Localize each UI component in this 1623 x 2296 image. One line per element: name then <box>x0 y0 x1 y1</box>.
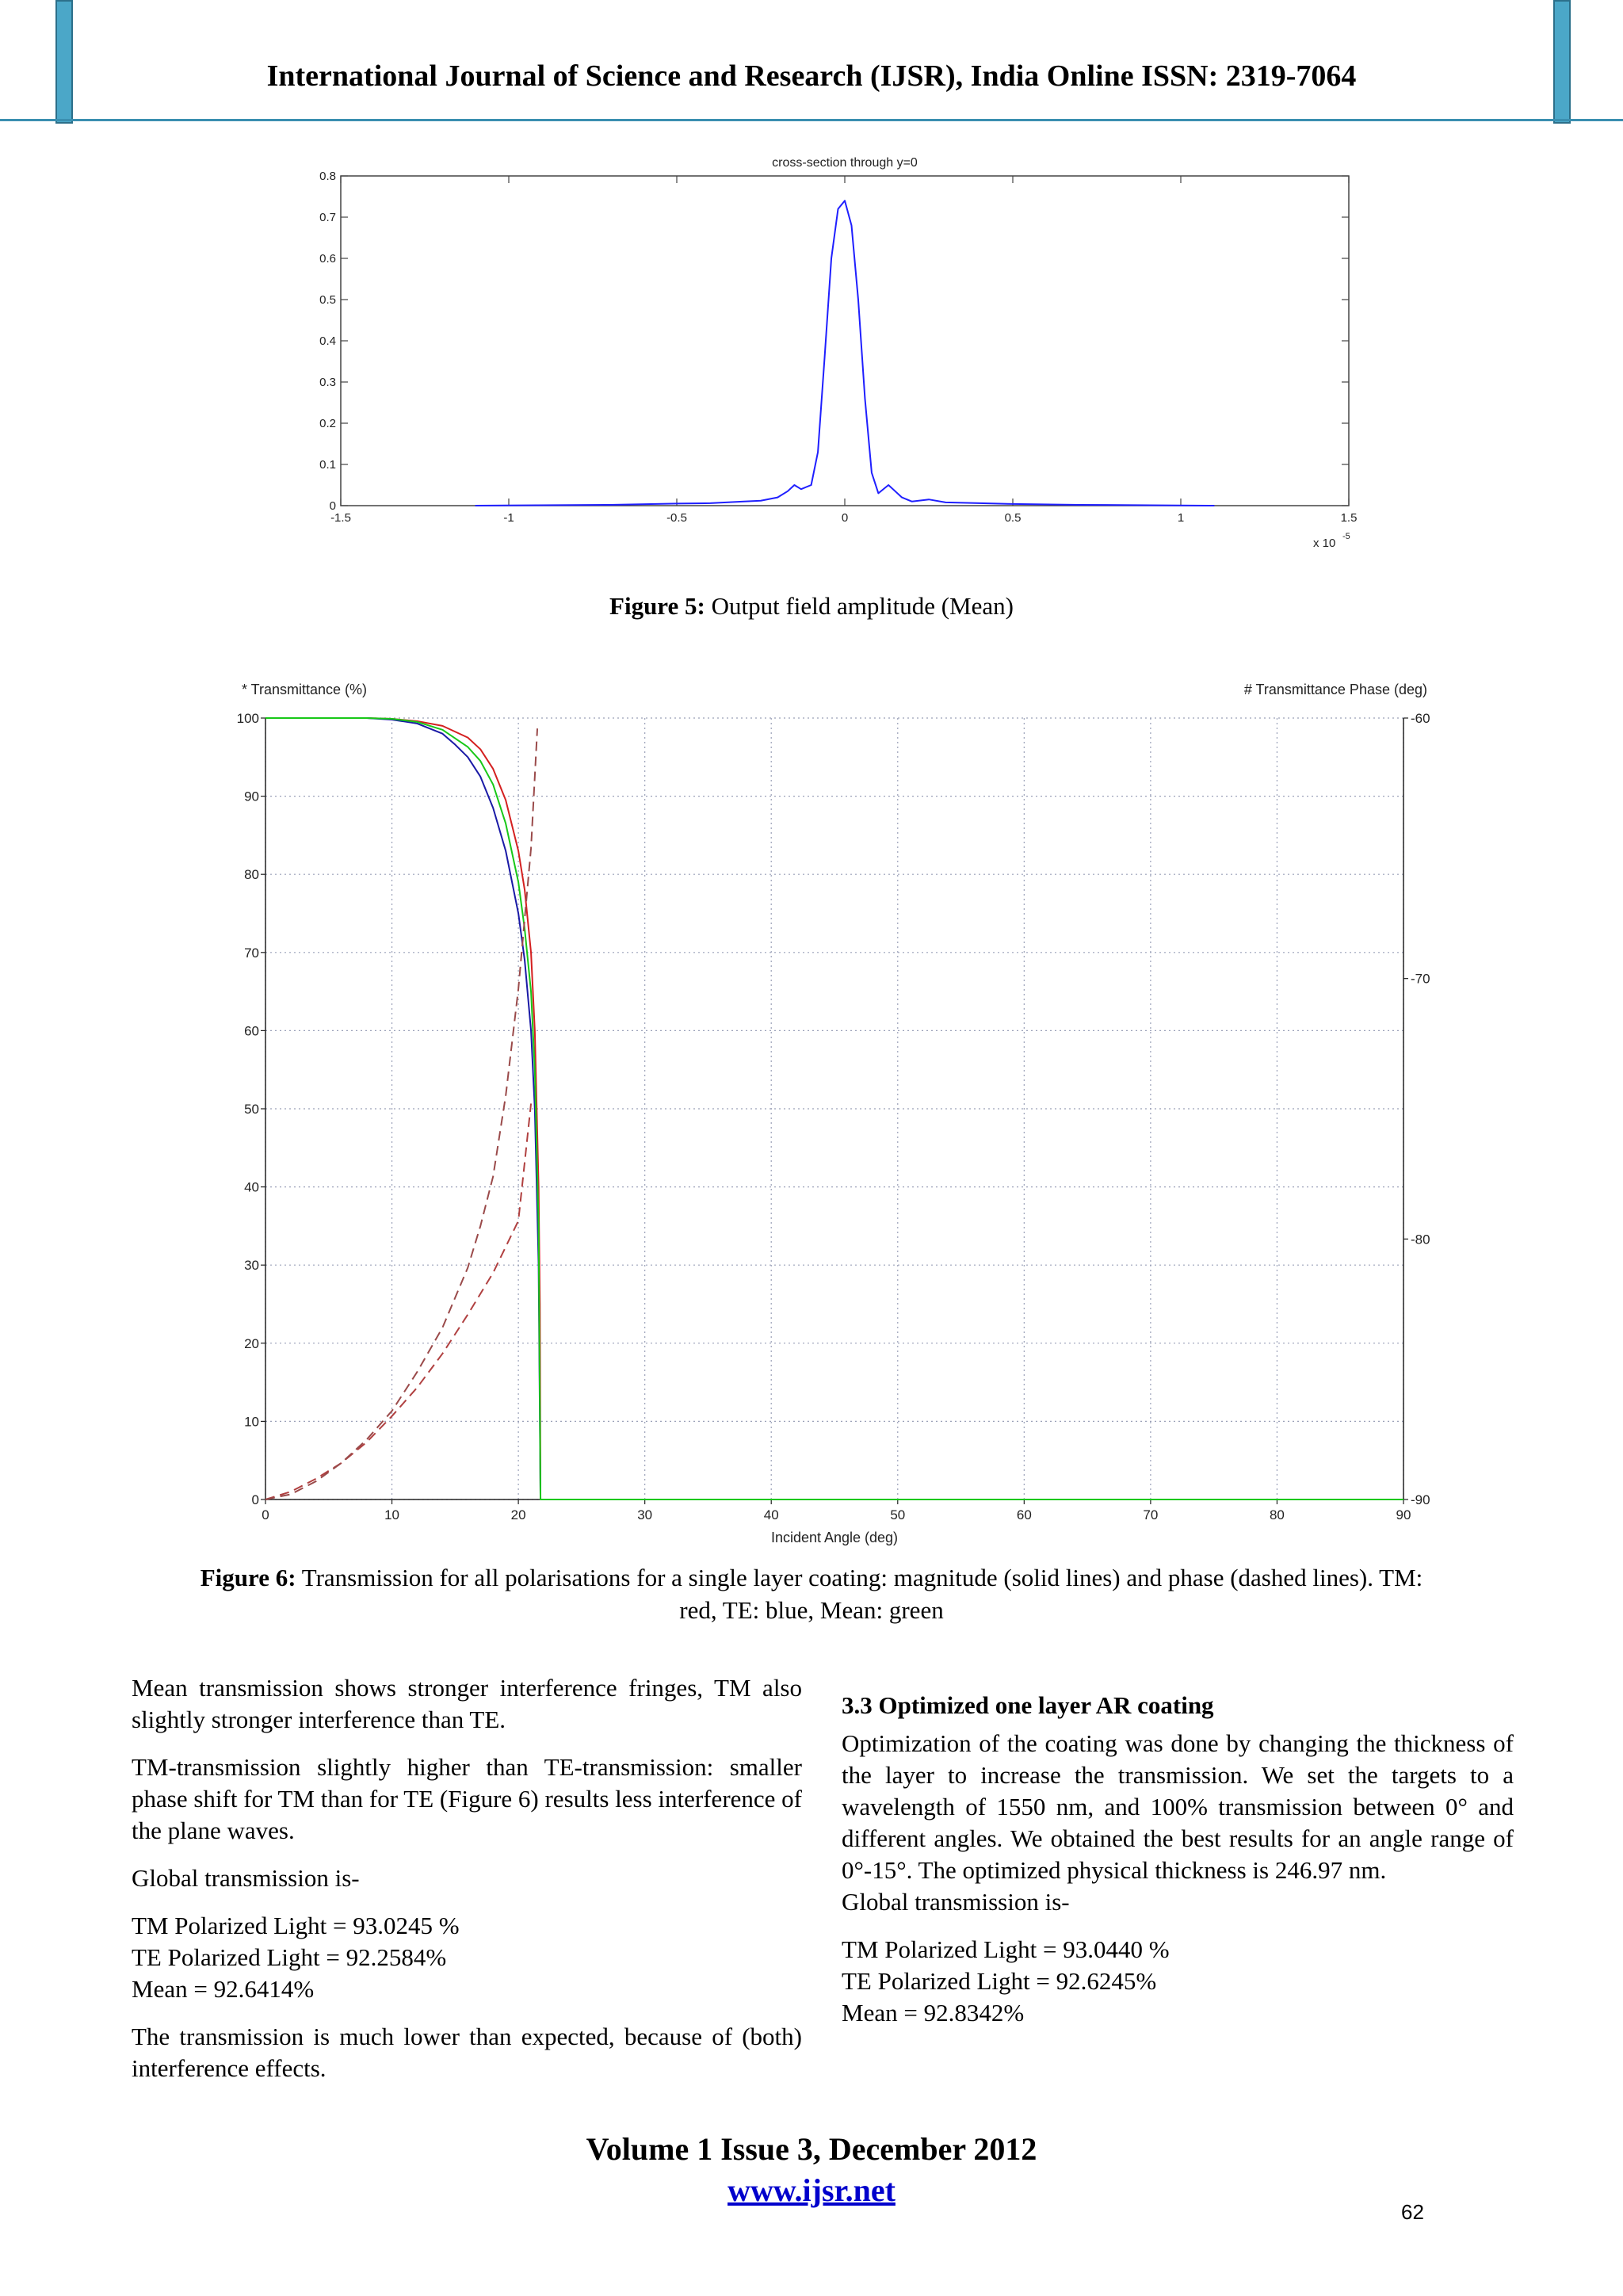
left-paragraph-1: Mean transmission shows stronger interference fringes, TM also slightly stronger interference than TE. <box>132 1674 802 1733</box>
figure-5-chart <box>301 147 1379 559</box>
x-tick-label: 60 <box>1016 1507 1032 1522</box>
left-result-te: TE Polarized Light = 92.2584% <box>132 1943 447 1971</box>
series-line-amplitude <box>475 201 1215 506</box>
section-heading: 3.3 Optimized one layer AR coating <box>842 1691 1214 1719</box>
figure-5-label: Figure 5: <box>609 592 705 620</box>
left-paragraph-3: Global transmission is- <box>132 1864 360 1892</box>
footer-url-link[interactable]: www.ijsr.net <box>727 2172 896 2208</box>
chart-title: cross-section through y=0 <box>772 156 918 170</box>
figure-6-caption-text-2: red, TE: blue, Mean: green <box>679 1596 944 1624</box>
x-multiplier: x 10 <box>1313 537 1336 550</box>
x-tick-label: 1 <box>1177 511 1185 525</box>
figure-5-caption-text: Output field amplitude (Mean) <box>705 592 1014 620</box>
y-tick-label: 90 <box>244 789 259 804</box>
footer-volume: Volume 1 Issue 3, December 2012 <box>586 2131 1037 2167</box>
y-tick-label: 50 <box>244 1102 259 1117</box>
series-line-te-phase <box>265 728 537 1499</box>
y-tick-label: 30 <box>244 1258 259 1274</box>
y-tick-label: 0.7 <box>319 211 336 224</box>
x-tick-label: 0 <box>841 511 849 525</box>
y-tick-label: 100 <box>236 711 259 726</box>
y-tick-label: 80 <box>244 867 259 883</box>
x-tick-label: 20 <box>510 1507 526 1522</box>
y-tick-label: 10 <box>244 1414 259 1430</box>
figure-5-caption <box>0 590 1623 622</box>
y-tick-label: 20 <box>244 1335 259 1351</box>
x-tick-label: 70 <box>1143 1507 1159 1522</box>
y-tick-label: 0 <box>329 499 336 513</box>
y-tick-label: 0.4 <box>319 334 336 348</box>
x-tick-label: 90 <box>1396 1507 1411 1522</box>
y2-tick-label: -60 <box>1411 711 1430 726</box>
y-tick-label: 60 <box>244 1023 259 1039</box>
y-axis-label: * Transmittance (%) <box>242 682 368 697</box>
journal-title: International Journal of Science and Research (IJSR), India Online ISSN: 2319-7064 <box>266 59 1357 93</box>
page-number: 62 <box>1401 2200 1424 2224</box>
x-tick-label: 0.5 <box>1004 511 1022 525</box>
y-tick-label: 0.8 <box>319 170 336 183</box>
y-tick-label: 70 <box>244 945 259 961</box>
left-paragraph-4: The transmission is much lower than expected, because of (both) interference effects. <box>132 2023 802 2082</box>
x-tick-label: 1.5 <box>1340 511 1358 525</box>
figure-6-caption-text-1: Transmission for all polarisations for a single layer coating: magnitude (solid lines) and phase (dashed lines). TM: <box>296 1564 1423 1591</box>
x-tick-label: 0 <box>262 1507 269 1522</box>
header-rule <box>0 119 1623 121</box>
series-line-mean-magnitude <box>265 718 1403 1499</box>
right-paragraph-2: Global transmission is- <box>842 1888 1070 1916</box>
right-results <box>842 1934 1514 2029</box>
figure-6-chart <box>226 675 1442 1561</box>
plot-frame <box>341 176 1349 506</box>
y-tick-label: 0.5 <box>319 293 336 307</box>
y2-tick-label: -80 <box>1411 1232 1430 1247</box>
right-result-tm: TM Polarized Light = 93.0440 % <box>842 1935 1170 1963</box>
right-result-mean: Mean = 92.8342% <box>842 1999 1025 2027</box>
x-tick-label: 40 <box>763 1507 779 1522</box>
left-column <box>132 1672 802 2100</box>
y-tick-label: 0.6 <box>319 252 336 266</box>
y-tick-label: 0.3 <box>319 376 336 389</box>
x-multiplier-exponent: -5 <box>1342 532 1350 541</box>
y-tick-label: 0 <box>251 1492 259 1507</box>
x-tick-label: 50 <box>890 1507 906 1522</box>
y2-axis-label: # Transmittance Phase (deg) <box>1243 682 1427 697</box>
x-tick-label: -0.5 <box>666 511 687 525</box>
x-tick-label: -1.5 <box>330 511 351 525</box>
x-tick-label: -1 <box>503 511 514 525</box>
right-result-te: TE Polarized Light = 92.6245% <box>842 1967 1157 1995</box>
right-paragraph-1: Optimization of the coating was done by changing the thickness of the layer to increase the transmission. We set the targets to a wavelength of 1550 nm, and 100% transmission between 0° and different angles. We obtained the best results for an angle range of 0°-15°. The optimized physical thickness is 246.97 nm. <box>842 1729 1514 1884</box>
figure-6-caption <box>119 1561 1504 1626</box>
x-tick-label: 10 <box>384 1507 400 1522</box>
figure-6-label: Figure 6: <box>200 1564 296 1591</box>
series-line-tm-phase <box>265 1103 531 1499</box>
left-result-tm: TM Polarized Light = 93.0245 % <box>132 1912 460 1939</box>
left-results <box>132 1910 802 2005</box>
x-tick-label: 30 <box>637 1507 653 1522</box>
right-column <box>842 1690 1514 2029</box>
left-paragraph-2: TM-transmission slightly higher than TE-transmission: smaller phase shift for TM than for TE (Figure 6) results less interference of the plane waves. <box>132 1753 802 1844</box>
x-tick-label: 80 <box>1269 1507 1285 1522</box>
left-result-mean: Mean = 92.6414% <box>132 1975 315 2003</box>
x-axis-label: Incident Angle (deg) <box>770 1530 899 1545</box>
y-tick-label: 40 <box>244 1179 259 1195</box>
y-tick-label: 0.1 <box>319 458 336 472</box>
y-tick-label: 0.2 <box>319 417 336 430</box>
y2-tick-label: -70 <box>1411 971 1430 987</box>
y2-tick-label: -90 <box>1411 1492 1430 1507</box>
